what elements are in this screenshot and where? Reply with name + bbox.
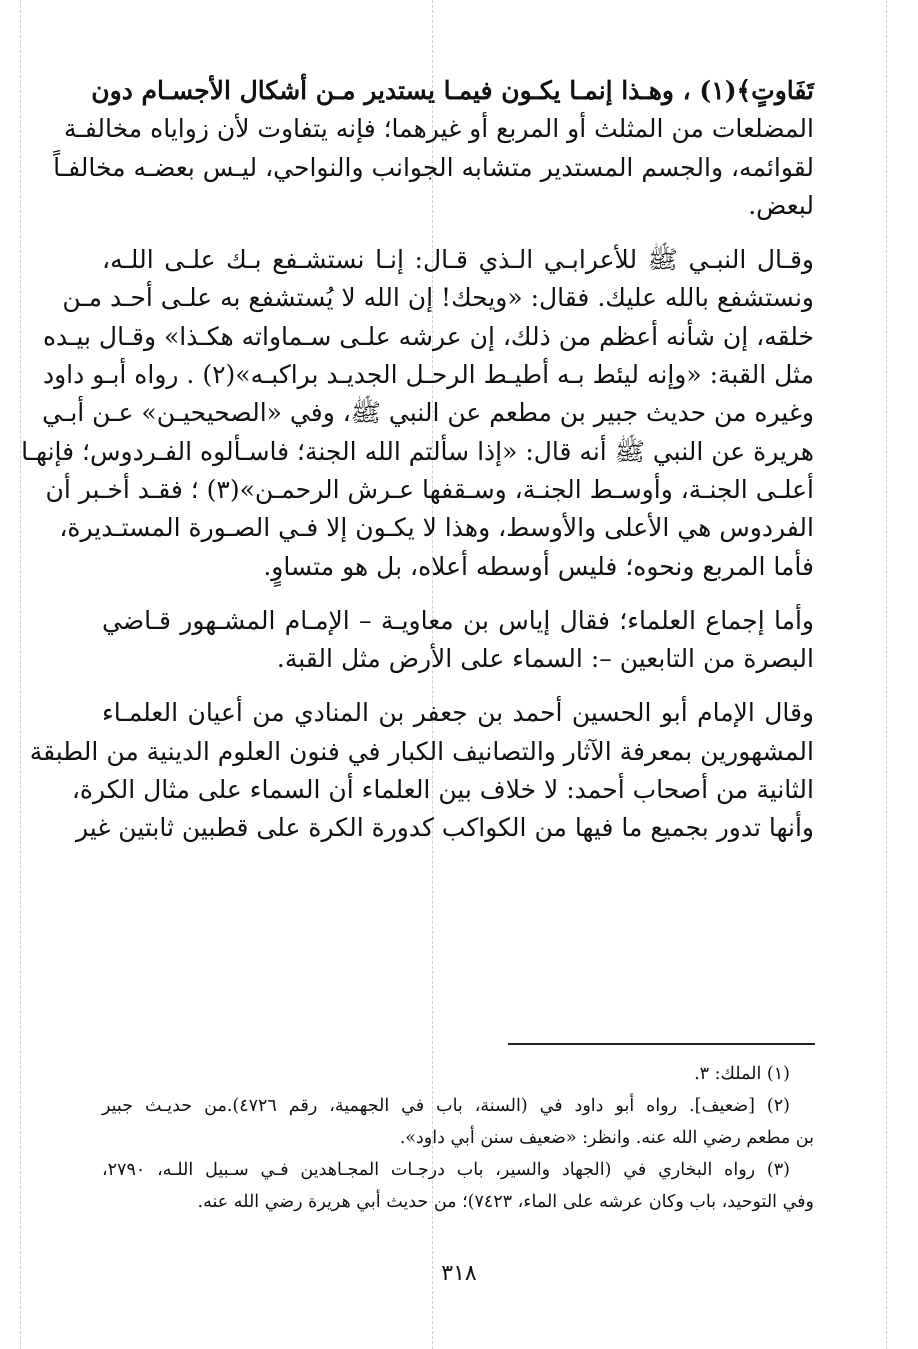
- footnote-1: (١) الملك: ٣.: [694, 1064, 790, 1084]
- paragraph-3: [102, 602, 814, 679]
- paragraph-gap: [102, 678, 814, 694]
- text-line: لبعض.: [748, 190, 814, 220]
- footnote-2-continued: بن مطعم رضي الله عنه. وانظر: «ضعيف سنن أبي داود».: [399, 1128, 814, 1148]
- scan-artifact-left: [20, 0, 21, 1349]
- text-line: أعلـى الجنـة، وأوسـط الجنـة، وسـقفها عـرش الرحمـن»(٣) ؛ فقـد أخـبر أن: [45, 474, 814, 504]
- footnotes: [102, 1058, 814, 1218]
- text-line: الفردوس هي الأعلى والأوسط، وهذا لا يكـون إلا فـي الصـورة المستـديرة،: [59, 513, 814, 543]
- paragraph-1: [53, 72, 814, 225]
- footnote-3-continued: وفي التوحيد، باب وكان عرشه على الماء، ٧٤٢٣)؛ من حديث أبي هريرة رضي الله عنه.: [197, 1192, 814, 1212]
- footnote-2: (٢) [ضعيف]. رواه أبو داود في (السنة، باب في الجهمية، رقم ٤٧٢٦).من حديـث جبير: [102, 1096, 790, 1116]
- text-line: ونستشفع بالله عليك. فقال: «ويحك! إن الله لا يُستشفع به علـى أحـد مـن: [62, 283, 814, 313]
- page-number: ٣١٨: [441, 1261, 477, 1286]
- text-line: البصرة من التابعين –: السماء على الأرض مثل القبة.: [276, 644, 814, 674]
- text-line: وقـال النبـي ﷺ للأعرابـي الـذي قـال: إنـا نستشـفع بـك علـى اللـه،: [102, 245, 815, 275]
- text-line: هريرة عن النبي ﷺ أنه قال: «إذا سألتم الله الجنة؛ فاسـألوه الفـردوس؛ فإنهـا: [21, 436, 814, 466]
- text-line: وأنها تدور بجميع ما فيها من الكواكب كدورة الكرة على قطبين ثابتين غير: [75, 813, 814, 843]
- text-line: المشهورين بمعرفة الآثار والتصانيف الكبار في فنون العلوم الدينية من الطبقة: [29, 736, 814, 766]
- text-line: مثل القبة: «وإنه ليئط بـه أطيـط الرحـل الجديـد براكبـه»(٢) . رواه أبـو داود: [42, 360, 814, 390]
- text-line: وغيره من حديث جبير بن مطعم عن النبي ﷺ، وفي «الصحيحيـن» عـن أبـي: [42, 398, 814, 428]
- paragraph-gap: [102, 586, 814, 602]
- text-line: فأما المربع ونحوه؛ فليس أوسطه أعلاه، بل هو متساوٍ.: [263, 551, 814, 581]
- text-line: المضلعات من المثلث أو المربع أو غيرهما؛ فإنه يتفاوت لأن زواياه مخالفـة: [64, 114, 814, 144]
- paragraph-gap: [102, 225, 814, 241]
- text-line: خلقه، إن شأنه أعظم من ذلك، إن عرشه علـى سـماواته هكـذا» وقـال بيـده: [42, 321, 814, 351]
- text-line: وقال الإمام أبو الحسين أحمد بن جعفر بن المنادي من أعيان العلمـاء: [102, 698, 814, 728]
- text-line: لقوائمه، والجسم المستدير متشابه الجوانب والنواحي، ليـس بعضـه مخالفـاً: [53, 152, 814, 182]
- footnote-3: (٣) رواه البخاري في (الجهاد والسير، باب درجـات المجـاهدين فـي سـبيل اللـه، ٢٧٩٠،: [102, 1160, 790, 1180]
- text-line: الثانية من أصحاب أحمد: لا خلاف بين العلماء أن السماء على مثال الكرة،: [71, 775, 814, 805]
- text-line: وأما إجماع العلماء؛ فقال إياس بن معاويـة – الإمـام المشـهور قـاضي: [102, 605, 814, 635]
- footnote-separator: [508, 1043, 815, 1045]
- scan-artifact-right: [886, 0, 887, 1349]
- text-line: تَفَاوتٍ﴾(١) ، وهـذا إنمـا يكـون فيمـا يستدير مـن أشكال الأجسـام دون: [91, 76, 814, 105]
- paragraph-2: [21, 241, 815, 586]
- paragraph-4: [29, 694, 814, 847]
